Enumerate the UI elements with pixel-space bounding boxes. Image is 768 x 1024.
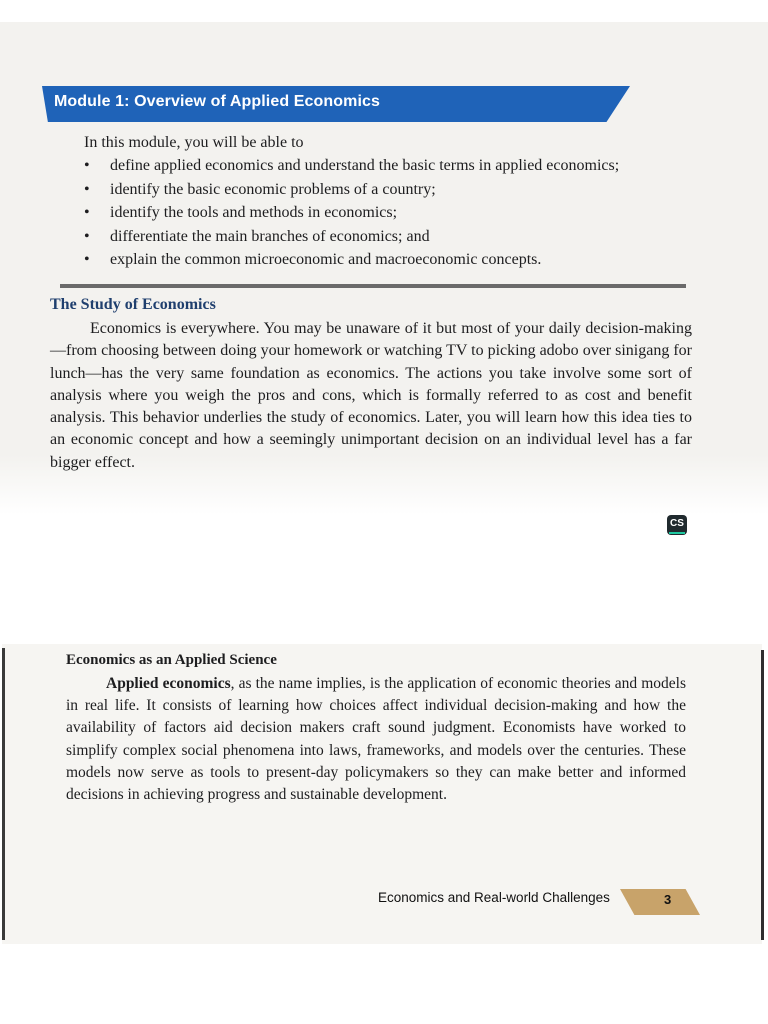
objective-text: identify the basic economic problems of a country;: [110, 180, 436, 198]
objective-text: differentiate the main branches of economics; and: [110, 227, 430, 245]
objective-item: [84, 181, 619, 205]
page-right-edge: [761, 650, 764, 940]
section-heading-applied: Economics as an Applied Science: [66, 652, 277, 668]
objective-item: [84, 251, 619, 275]
objective-item: [84, 204, 619, 228]
objective-text: identify the tools and methods in economics;: [110, 204, 398, 221]
objectives-list: [84, 157, 619, 275]
section-heading-study: The Study of Economics: [50, 296, 216, 313]
applied-paragraph-text: , as the name implies, is the application of economic theories and models in real life. It consists of learning how choices affect individual decision-making and how the availability of factors aid decision makers craft sound judgment. Economists have worked to simplify complex social phenomena into laws, frameworks, and models over the centuries. These models now serve as tools to present-day policymakers so they can make better and informed decisions in achieving progress and sustainable development.: [66, 675, 687, 804]
bullet-icon: •: [84, 227, 90, 245]
bullet-icon: •: [84, 251, 90, 268]
module-title: Module 1: Overview of Applied Economics: [54, 93, 381, 110]
objective-item: [84, 228, 619, 252]
page-left-edge: [2, 648, 5, 940]
objective-item: [84, 157, 619, 181]
objective-text: explain the common microeconomic and macroeconomic concepts.: [110, 251, 542, 268]
section-divider: [60, 284, 686, 288]
objective-text: define applied economics and understand the basic terms in applied economics;: [110, 157, 620, 174]
bullet-icon: •: [84, 180, 90, 198]
objectives-intro: In this module, you will be able to: [84, 134, 304, 151]
page-number: 3: [664, 892, 672, 907]
camscanner-badge-icon: CS: [667, 515, 687, 535]
bullet-icon: •: [84, 157, 90, 174]
applied-paragraph: [66, 673, 686, 806]
study-paragraph: [50, 318, 692, 474]
study-paragraph-text: Economics is everywhere. You may be unaware of it but most of your daily decision-making—from choosing between doing your homework or watching TV to picking adobo over sinigang for lunch—has the very same foundation as economics. The actions you take involve some sort of analysis where you weigh the pros and cons, which is formally referred to as cost and benefit analysis. This behavior underlies the study of economics. Later, you will learn how this idea ties to an economic concept and how a seemingly unimportant decision on an individual level has a far bigger effect.: [50, 320, 692, 471]
applied-lead-term: Applied economics: [106, 675, 231, 692]
bullet-icon: •: [84, 204, 90, 221]
footer-book-title: Economics and Real-world Challenges: [378, 890, 610, 905]
